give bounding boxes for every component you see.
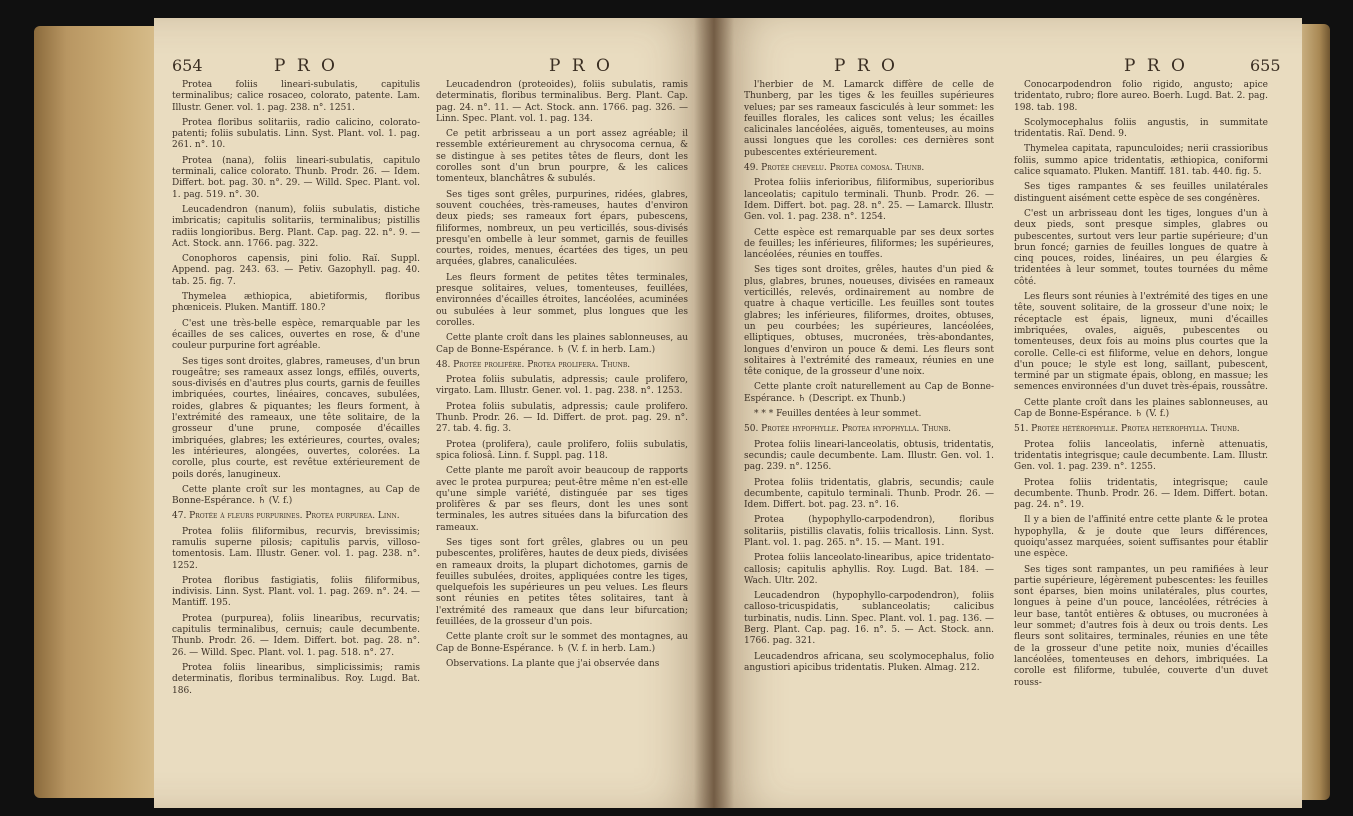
paragraph: Protea foliis inferioribus, filiformibus, superioribus lanceolatis; capitulo terminali. Thunb. Prodr. 26. — Idem. Differt. bot. pag. 28. n°. 25. — Lamarck. Illustr. Gen. vol. 1. pag. 238. n°. 1254. xyxy=(744,178,994,223)
paragraph: C'est une très-belle espèce, remarquable par les écailles de ses calices, ouvertes en rose, & d'une couleur purpurine fort agréable. xyxy=(172,318,420,352)
text-column-1 xyxy=(744,80,994,678)
text-column-2 xyxy=(1014,80,1268,693)
paragraph: Protea foliis lanceolato-linearibus, apice tridentato-callosis; capitulis aphyllis. Roy. Lugd. Bat. 184. — Wach. Ultr. 202. xyxy=(744,553,994,586)
paragraph: 47. Protée à fleurs purpurines. Protea purpurea. Linn. xyxy=(172,511,400,522)
paragraph: Protea foliis subulatis, adpressis; caule prolifero. Thunb. Prodr. 26. — Id. Differt. de prot. pag. 29. n°. 27. tab. 4. fig. 3. xyxy=(436,401,688,435)
paragraph: Ses tiges sont grêles, purpurines, ridées, glabres, souvent couchées, très-rameuses, hautes d'environ deux pieds; ses rameaux fort épars, pubescens, filiformes, nombreux, un peu verticillés, sous-divisés presqu'en ombelle à leur sommet, garnis de feuilles courtes, roides, menues, écartées des tiges, un peu arquées, glabres, canaliculées. xyxy=(436,189,688,268)
paragraph: Ses tiges sont rampantes, un peu ramifiées à leur partie supérieure, légèrement pubescentes: les feuilles sont éparses, bien moins unilatérales, plus courtes, longues à peine d'un pouce, lancéolées, rétrécies à leur base, tantôt entières & obtuses, ou mucronées à leur sommet; d'autres fois à deux ou trois dents. Les fleurs sont solitaires, terminales, réunies en une tête de la grosseur d'une petite noix, munies d'écailles lancéolées, tomenteuses en dehors, imbriquées. La corolle est filiforme, tubulée, couverte d'un duvet rouss- xyxy=(1014,564,1268,688)
paragraph: 48. Protée prolifère. Protea prolifera. Thunb. xyxy=(436,359,631,370)
paragraph: 50. Protée hypophylle. Protea hypophylla. Thunb. xyxy=(744,424,952,435)
paragraph: Ses tiges rampantes & ses feuilles unilatérales distinguent aisément cette espèce de ses congénères. xyxy=(1014,182,1268,204)
paragraph: Cette plante me paroît avoir beaucoup de rapports avec le protea purpurea; peut-être même n'en est-elle qu'une simple variété, distinguée par ses tiges prolifères & par ses fleurs, dont les unes sont terminales, les autres situées dans la bifurcation des rameaux. xyxy=(436,466,688,533)
paragraph: Ses tiges sont droites, grêles, hautes d'un pied & plus, glabres, brunes, noueuses, divisées en rameaux verticillés, relevés, ordinairement au nombre de quatre à chaque verticille. Les feuilles sont toutes glabres; les inférieures, filiformes, droites, obtuses, un peu courbées; les supérieures, lancéolées, elliptiques, obtuses, mucronées, très-abondantes, longues d'environ un pouce & demi. Les fleurs sont solitaires à l'extrémité des rameaux, réunies en une tête conique, de la grosseur d'une noix. xyxy=(744,265,994,378)
text-column-2 xyxy=(436,80,688,674)
paragraph: Cette plante croît naturellement au Cap de Bonne-Espérance. ♄ (Descript. ex Thunb.) xyxy=(744,382,994,404)
page-number: 654 xyxy=(172,56,203,75)
paragraph: Cette plante croît sur le sommet des montagnes, au Cap de Bonne-Espérance. ♄ (V. f. in herb. Lam.) xyxy=(436,632,688,654)
paragraph: Conophoros capensis, pini folio. Raï. Suppl. Append. pag. 243. 63. — Petiv. Gazophyll. pag. 40. tab. 25. fig. 7. xyxy=(172,254,420,287)
paragraph: Protea foliis subulatis, adpressis; caule prolifero, virgato. Lam. Illustr. Gener. vol. 1. pag. 238. n°. 1253. xyxy=(436,375,688,397)
book-gutter xyxy=(694,18,734,808)
paragraph: 51. Protée hétérophylle. Protea heterophylla. Thunb. xyxy=(1014,424,1240,435)
paragraph: Protea floribus fastigiatis, foliis filiformibus, indivisis. Linn. Syst. Plant. vol. 1. pag. 269. n°. 24. — Mantiff. 195. xyxy=(172,575,420,609)
paragraph: Scolymocephalus foliis angustis, in summitate tridentatis. Raï. Dend. 9. xyxy=(1014,117,1268,140)
paragraph: Cette espèce est remarquable par ses deux sortes de feuilles; les inférieures, filiformes; les supérieures, lancéolées, réunies en touffes. xyxy=(744,227,994,261)
paragraph: C'est un arbrisseau dont les tiges, longues d'un à deux pieds, sont presque simples, glabres ou pubescentes, surtout vers leur partie supérieure; d'un brun foncé; garnies de feuilles longues de quatre à cinq pouces, roides, linéaires, un peu élargies & tridentées à leur sommet, toutes tournées du même côté. xyxy=(1014,208,1268,287)
paragraph: Les fleurs sont réunies à l'extrémité des tiges en une tête, souvent solitaire, de la grosseur d'une noix; le réceptacle est épais, ligneux, muni d'écailles imbriquées, ovales, aiguës, pubescentes ou tomenteuses, deux fois au moins plus courtes que la corolle. Celle-ci est filiforme, velue en dehors, longue d'un pouce; le style est long, saillant, pubescent, terminé par un stigmate épais, oblong, en massue; les semences environnées d'un duvet très-épais, roussâtre. xyxy=(1014,292,1268,393)
paragraph: Protea foliis tridentatis, glabris, secundis; caule decumbente, capitulo terminali. Thunb. Prodr. 26. — Idem. Differt. bot. pag. 23. n°. 16. xyxy=(744,477,994,511)
paragraph: Protea foliis lineari-lanceolatis, obtusis, tridentatis, secundis; caule decumbente. Lam. Illustr. Gen. vol. 1. pag. 239. n°. 1256. xyxy=(744,439,994,473)
right-page xyxy=(714,18,1302,808)
paragraph: Cette plante croît dans les plaines sablonneuses, au Cap de Bonne-Espérance. ♄ (V. f.) xyxy=(1014,397,1268,420)
paragraph: Protea foliis lanceolatis, infernè attenuatis, tridentatis integrisque; caule decumbente. Lam. Illustr. Gen. vol. 1. pag. 239. n°. 1255. xyxy=(1014,439,1268,473)
paragraph: Protea (hypophyllo-carpodendron), floribus solitariis, pistillis clavatis, foliis tricallosis. Linn. Syst. Plant. vol. 1. pag. 265. n°. 15. — Mant. 191. xyxy=(744,515,994,548)
paragraph: l'herbier de M. Lamarck diffère de celle de Thunberg, par les tiges & les feuilles supérieures velues; par ses rameaux fasciculés à leur sommet: les feuilles florales, les calices sont velus; les écailles calicinales lancéolées, aiguës, tomenteuses, au moins aussi longues que les corolles: ces dernières sont pubescentes extérieurement. xyxy=(744,80,994,158)
paragraph: Cette plante croît dans les plaines sablonneuses, au Cap de Bonne-Espérance. ♄ (V. f. in herb. Lam.) xyxy=(436,333,688,355)
running-header-right: P R O xyxy=(1124,56,1188,76)
paragraph: Thymelea capitata, rapunculoides; nerii crassioribus foliis, summo apice tridentatis, æthiopica, coniformi calice squamato. Pluken. Mantiff. 181. tab. 440. fig. 5. xyxy=(1014,144,1268,178)
paragraph: Protea (nana), foliis lineari-subulatis, capitulo terminali, calice colorato. Thunb. Prodr. 26. — Idem. Differt. bot. pag. 30. n°. 29. — Willd. Spec. Plant. vol. 1. pag. 519. n°. 30. xyxy=(172,155,420,200)
text-column-1 xyxy=(172,80,420,701)
paragraph: Ses tiges sont droites, glabres, rameuses, d'un brun rougeâtre; ses rameaux assez longs, effilés, ouverts, sous-divisés en d'autres plus courts, garnis de feuilles imbriquées, courtes, linéaires, concaves, subulées, roides, glabres & piquantes; les fleurs forment, à l'extrémité des rameaux, une tête solitaire, de la grosseur d'une prune, composée d'écailles imbriquées, glabres; les extérieures, courtes, ovales; les intérieures, alongées, ouvertes, colorées. La corolle, plus courte, est revêtue extérieurement de poils dorés, lanugineux. xyxy=(172,356,420,480)
paragraph: Protea foliis linearibus, simplicissimis; ramis determinatis, floribus terminalibus. Roy. Lugd. Bat. 186. xyxy=(172,662,420,696)
open-book xyxy=(34,18,1330,808)
left-page xyxy=(154,18,714,808)
paragraph: Ses tiges sont fort grêles, glabres ou un peu pubescentes, prolifères, hautes de deux pieds, divisées en rameaux droits, la plupart dichotomes, garnis de feuilles subulées, droites, appliquées contre les tiges, quelquefois les supérieures un peu velues. Les fleurs sont réunies en petites têtes solitaires, tant à l'extrémité des rameaux que dans leur bifurcation; feuillées, de la grosseur d'un pois. xyxy=(436,537,688,628)
paragraph: Cette plante croît sur les montagnes, au Cap de Bonne-Espérance. ♄ (V. f.) xyxy=(172,484,420,507)
paragraph: Leucadendron (proteoides), foliis subulatis, ramis determinatis, floribus terminalibus. Berg. Plant. Cap. pag. 24. n°. 11. — Act. Stock. ann. 1766. pag. 326. — Linn. Spec. Plant. vol. 1. pag. 134. xyxy=(436,80,688,124)
paragraph: * * * Feuilles dentées à leur sommet. xyxy=(754,409,922,420)
paragraph: Leucadendron (nanum), foliis subulatis, distiche imbricatis; capitulis solitariis, terminalibus; pistillis radiis longioribus. Berg. Plant. Cap. pag. 22. n°. 9. — Act. Stock. ann. 1766. pag. 322. xyxy=(172,204,420,249)
paragraph: Leucadendros africana, seu scolymocephalus, folio angustiori apicibus tridentatis. Pluken. Almag. 212. xyxy=(744,651,994,673)
paragraph: Protea floribus solitariis, radio calicino, colorato-patenti; foliis subulatis. Linn. Syst. Plant. vol. 1. pag. 261. n°. 10. xyxy=(172,117,420,151)
running-header-right: P R O xyxy=(549,56,613,76)
paragraph: Il y a bien de l'affinité entre cette plante & le protea hypophylla, & je doute que leurs différences, quoiqu'assez marquées, soient suffisantes pour établir une espèce. xyxy=(1014,515,1268,560)
page-edges-left xyxy=(34,26,164,798)
paragraph: Protea (prolifera), caule prolifero, foliis subulatis, spica foliosâ. Linn. f. Suppl. pag. 118. xyxy=(436,439,688,461)
paragraph: 49. Protée chevelu. Protea comosa. Thunb. xyxy=(744,163,925,174)
paragraph: Protea foliis lineari-subulatis, capitulis terminalibus; calice rosaceo, colorato, patente. Lam. Illustr. Gener. vol. 1. pag. 238. n°. 1251. xyxy=(172,80,420,113)
paragraph: Les fleurs forment de petites têtes terminales, presque solitaires, velues, tomenteuses, feuillées, environnées d'écailles étroites, lancéolées, acuminées ou subulées à leur sommet, plus longues que les corolles. xyxy=(436,272,688,328)
paragraph: Protea foliis filiformibus, recurvis, brevissimis; ramulis superne pilosis; capitulis parvis, villoso-tomentosis. Lam. Illustr. Gener. vol. 1. pag. 238. n°. 1252. xyxy=(172,526,420,571)
paragraph: Observations. La plante que j'ai observée dans xyxy=(446,658,660,669)
paragraph: Conocarpodendron folio rigido, angusto; apice tridentato, rubro; flore aureo. Boerh. Lugd. Bat. 2. pag. 198. tab. 198. xyxy=(1014,80,1268,113)
paragraph: Protea foliis tridentatis, integrisque; caule decumbente. Thunb. Prodr. 26. — Idem. Differt. botan. pag. 24. n°. 19. xyxy=(1014,477,1268,511)
running-header-left: P R O xyxy=(834,56,898,76)
paragraph: Leucadendron (hypophyllo-carpodendron), foliis calloso-tricuspidatis, sublanceolatis; calicibus turbinatis, nudis. Linn. Spec. Plant. vol. 1. pag. 136. — Berg. Plant. Cap. pag. 16. n°. 5. — Act. Stock. ann. 1766. pag. 321. xyxy=(744,591,994,647)
running-header-left: P R O xyxy=(274,56,338,76)
page-number: 655 xyxy=(1250,56,1281,75)
paragraph: Protea (purpurea), foliis linearibus, recurvatis; capitulis terminalibus, cernuis; caule decumbente. Thunb. Prodr. 26. — Idem. Differt. bot. pag. 28. n°. 26. — Willd. Spec. Plant. vol. 1. pag. 518. n°. 27. xyxy=(172,613,420,658)
paragraph: Ce petit arbrisseau a un port assez agréable; il ressemble extérieurement au chrysocoma cernua, & se distingue à ses petites têtes de fleurs, dont les corolles sont d'un brun pourpre, & les calices tomenteux, blanchâtres & subulés. xyxy=(436,129,688,185)
paragraph: Thymelea æthiopica, abietiformis, floribus phœniceis. Pluken. Mantiff. 180.? xyxy=(172,292,420,314)
